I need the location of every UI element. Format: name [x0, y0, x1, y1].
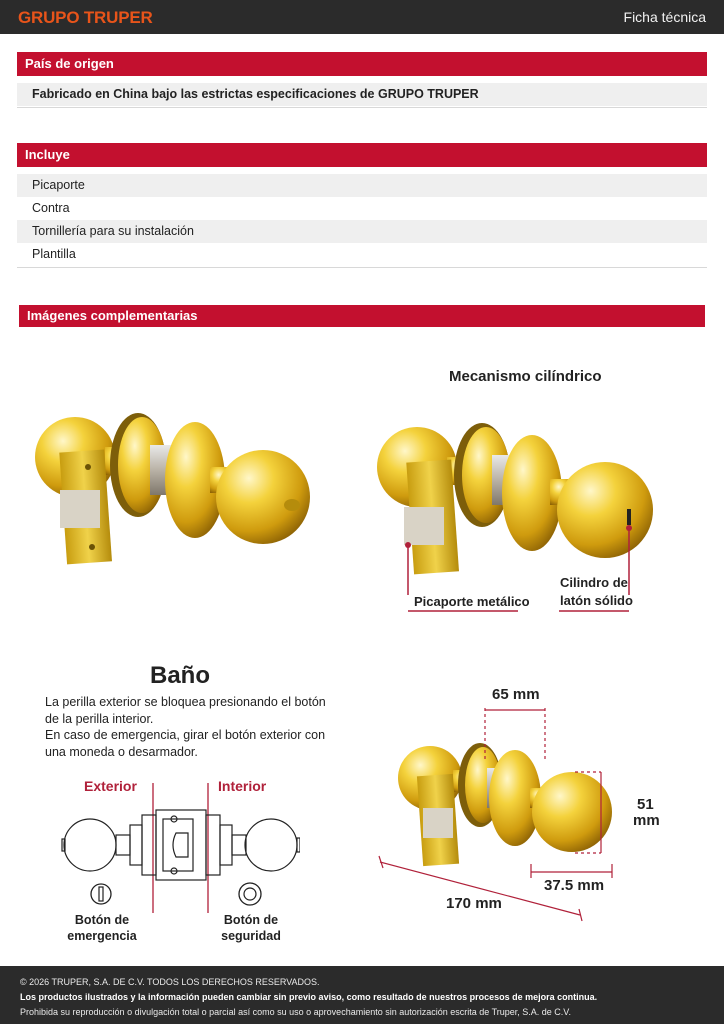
- bano-line: una moneda o desarmador.: [45, 744, 198, 759]
- brand-logo: GRUPO TRUPER: [18, 8, 153, 27]
- cylinder-callout-line1: Cilindro de: [560, 575, 628, 590]
- footer: [0, 966, 724, 1024]
- divider: [17, 107, 707, 108]
- notice-text: Los productos ilustrados y la información pueden cambiar sin previo aviso, como resultado de nuestros procesos de mejora continua.: [20, 992, 598, 1002]
- cylinder-callout-line2: latón sólido: [560, 593, 633, 608]
- dimension-height-value: 51: [637, 796, 654, 813]
- list-item: Contra: [32, 201, 70, 215]
- bano-title: Baño: [150, 662, 210, 689]
- images-heading: Imágenes complementarias: [19, 305, 705, 327]
- list-item: Picaporte: [17, 174, 707, 197]
- bano-line: La perilla exterior se bloquea presionando el botón: [45, 695, 326, 709]
- dimensions-image: [375, 700, 645, 930]
- emergency-label-line2: emergencia: [67, 929, 137, 943]
- dimension-knob: 37.5 mm: [544, 877, 605, 894]
- mechanism-title: Mecanismo cilíndrico: [449, 368, 602, 385]
- latch-callout: Picaporte metálico: [414, 594, 530, 609]
- includes-heading: Incluye: [17, 143, 707, 167]
- knob-lock-image: [30, 405, 330, 575]
- dimension-width-top: 65 mm: [492, 686, 540, 703]
- emergency-label-line1: Botón de: [74, 913, 130, 927]
- bano-line: En caso de emergencia, girar el botón exterior con: [45, 728, 326, 742]
- top-bar: [0, 0, 724, 34]
- sheet-title: Ficha técnica: [623, 9, 706, 25]
- list-item: Tornillería para su instalación: [17, 220, 707, 243]
- security-label-line2: seguridad: [221, 929, 281, 943]
- emergency-button-label: [66, 912, 138, 944]
- dimension-height-unit: mm: [633, 812, 660, 829]
- copyright-text: © 2026 TRUPER, S.A. DE C.V. TODOS LOS DERECHOS RESERVADOS.: [20, 977, 320, 987]
- legal-text: Prohibida su reproducción o divulgación total o parcial así como su uso o aprovechamiento sin autorización escrita de Truper, S.A. de C.V.: [20, 1007, 571, 1017]
- bano-diagram: [60, 775, 300, 925]
- cylinder-callout-line: [559, 610, 639, 614]
- divider: [17, 267, 707, 268]
- list-item: Plantilla: [32, 247, 76, 261]
- security-label-line1: Botón de: [223, 913, 279, 927]
- mechanism-image: [372, 415, 672, 595]
- origin-heading: País de origen: [17, 52, 707, 76]
- origin-text: Fabricado en China bajo las estrictas especificaciones de GRUPO TRUPER: [17, 83, 707, 106]
- latch-callout-line: [408, 610, 548, 614]
- exterior-label: Exterior: [84, 778, 137, 794]
- interior-label: Interior: [218, 778, 267, 794]
- bano-line: de la perilla interior.: [45, 711, 154, 726]
- bano-description: [45, 694, 326, 760]
- security-button-label: [215, 912, 287, 944]
- dimension-total: 170 mm: [446, 895, 502, 912]
